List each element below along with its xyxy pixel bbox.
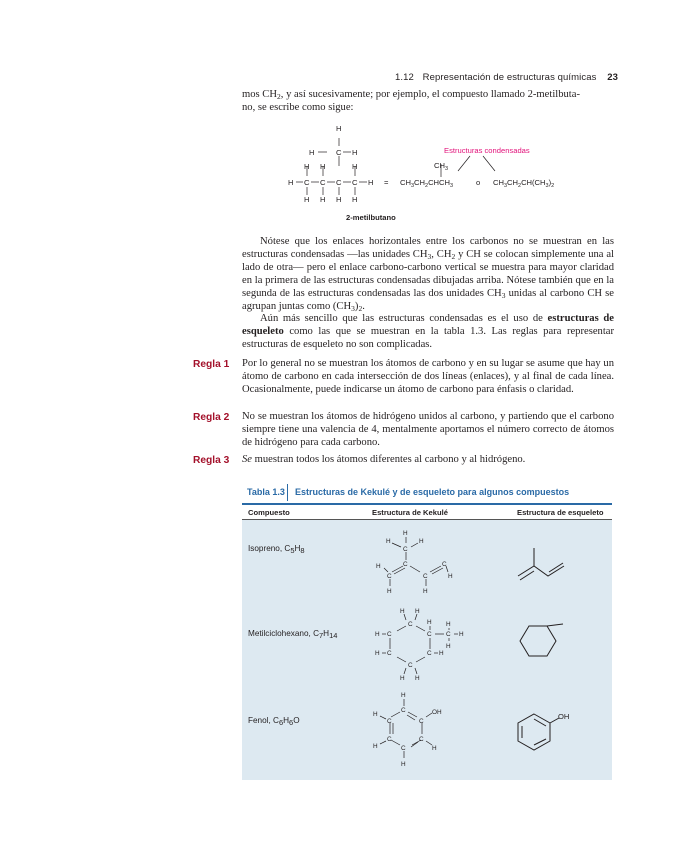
svg-text:C: C (427, 631, 432, 638)
svg-text:H: H (320, 162, 326, 171)
svg-text:C: C (387, 718, 392, 725)
svg-text:C: C (419, 736, 424, 743)
svg-text:C: C (427, 650, 432, 657)
svg-text:C: C (403, 546, 408, 553)
svg-text:H: H (375, 631, 380, 638)
table-title-separator (287, 484, 288, 501)
isoprene-skeleton (514, 546, 570, 582)
svg-text:C: C (387, 573, 392, 580)
svg-text:C: C (401, 745, 406, 752)
table-row-isoprene-name: Isopreno, $C_5H_8$ (248, 544, 305, 555)
table-header-skeleton: Estructura de esqueleto (517, 508, 604, 517)
table-title: Estructuras de Kekulé y de esqueleto para algunos compuestos (295, 487, 570, 497)
table-header-rule (242, 519, 612, 520)
condensed-callout: Estructuras condensadas (444, 146, 530, 155)
svg-text:H: H (432, 745, 437, 752)
svg-text:H: H (401, 761, 406, 768)
svg-text:H: H (415, 675, 420, 682)
svg-text:H: H (400, 608, 405, 615)
table-header-compound: Compuesto (248, 508, 290, 517)
rule-3-text: Se muestran todos los átomos diferentes al carbono y al hidrógeno. (242, 454, 526, 465)
svg-text:H: H (415, 608, 420, 615)
svg-text:H: H (448, 573, 453, 580)
svg-text:C: C (419, 718, 424, 725)
svg-text:H: H (401, 692, 406, 699)
table-top-rule (242, 503, 612, 505)
table-label: Tabla 1.3 (247, 487, 285, 497)
svg-text:H: H (386, 538, 391, 545)
table-row-methylcyclohexane-name: Metilciclohexano, $C_7H_{14}$ (248, 629, 338, 640)
svg-text:C: C (446, 631, 451, 638)
or-word: o (476, 178, 481, 187)
condensed-1-top: $CH_3$ (434, 161, 449, 172)
methylcyclohexane-kekule (370, 604, 470, 682)
running-header (395, 72, 618, 83)
svg-text:C: C (387, 650, 392, 657)
equals-sign: = (384, 178, 389, 187)
phenol-kekule (370, 690, 470, 770)
table-row-phenol-name: Fenol, $C_6H_6O$ (248, 716, 300, 727)
svg-text:H: H (446, 643, 451, 650)
svg-text:H: H (446, 621, 451, 628)
svg-text:H: H (387, 588, 392, 595)
section-title: Representación de estructuras químicas (422, 72, 597, 83)
svg-text:C: C (320, 178, 326, 187)
svg-text:H: H (352, 162, 358, 171)
svg-text:H: H (400, 675, 405, 682)
page-number: 23 (607, 72, 619, 83)
table-header-kekule: Estructura de Kekulé (372, 508, 448, 517)
svg-text:H: H (423, 588, 428, 595)
rule-1-text: Por lo general no se muestran los átomos de carbono y en su lugar se asume que hay un átomo de carbono en cada intersección de dos líneas (enlaces), y al final de cada línea. Ocasionalmente, puede indicarse un átomo de carbono para énfasis o claridad. (242, 358, 614, 395)
paragraph-2: Aún más sencillo que las estructuras condensadas es el uso de estructuras de esqueleto como las que se muestran en la tabla 1.3. Las reglas para representar estructuras de esqueleto no son complicadas. (242, 313, 614, 350)
svg-text:C: C (352, 178, 358, 187)
phenol-oh-label: OH (558, 712, 570, 721)
rule-2-text: No se muestran los átomos de hidrógeno unidos al carbono, y partiendo que el carbono siempre tiene una valencia de 4, mentalmente aportamos el número correcto de átomos de hidrógeno para cada carbono. (242, 411, 614, 448)
svg-text:C: C (304, 178, 310, 187)
svg-text:C: C (336, 178, 342, 187)
svg-text:C: C (336, 148, 342, 157)
rule-2-label: Regla 2 (193, 412, 230, 423)
condensed-1: $CH_3CH_2CHCH_3$ (400, 178, 454, 189)
svg-text:H: H (288, 178, 294, 187)
svg-text:H: H (309, 148, 315, 157)
svg-text:C: C (403, 561, 408, 568)
svg-text:H: H (427, 619, 432, 626)
svg-text:C: C (387, 736, 392, 743)
svg-text:C: C (408, 621, 413, 628)
condensed-2: $CH_3CH_2CH(CH_3)_2$ (493, 178, 555, 189)
phenol-skeleton (512, 708, 574, 752)
svg-text:H: H (304, 195, 310, 204)
svg-text:H: H (375, 650, 380, 657)
svg-text:H: H (320, 195, 326, 204)
paragraph-1: Nótese que los enlaces horizontales entre los carbonos no se muestran en las estructuras condensadas —las unidades $CH_3$, $CH_2$ y CH se colocan simplemente una al lado de otra— pero el enlace carbono-carbono vertical se muestra para mayor claridad en la primera de las estructuras condensadas dibujadas arriba. Nótese también que en la segunda de las estructuras condensadas las dos unidades $CH_3$ unidas al carbono CH se agrupan juntas como $(CH_3)_2$. (242, 236, 614, 313)
svg-text:H: H (336, 195, 342, 204)
svg-text:H: H (373, 711, 378, 718)
svg-text:C: C (423, 573, 428, 580)
section-number: 1.12 (395, 72, 414, 83)
svg-text:C: C (442, 561, 447, 568)
svg-text:H: H (373, 743, 378, 750)
svg-text:H: H (459, 631, 464, 638)
atom-h: H (336, 124, 342, 133)
svg-text:H: H (352, 195, 358, 204)
svg-text:OH: OH (432, 709, 442, 716)
svg-text:H: H (403, 530, 408, 537)
svg-text:H: H (376, 563, 381, 570)
methylbutane-figure (280, 118, 610, 230)
svg-text:H: H (439, 650, 444, 657)
intro-text: mos $CH_2$, y así sucesivamente; por ejemplo, el compuesto llamado 2-metilbuta- no, se escribe como sigue: (242, 89, 580, 113)
svg-text:C: C (401, 707, 406, 714)
svg-text:H: H (304, 162, 310, 171)
figure-caption: 2-metilbutano (346, 213, 396, 222)
isoprene-kekule (372, 526, 462, 598)
svg-text:H: H (419, 538, 424, 545)
methylcyclohexane-skeleton (512, 622, 568, 666)
svg-text:C: C (387, 631, 392, 638)
svg-text:C: C (408, 662, 413, 669)
svg-text:H: H (368, 178, 374, 187)
rule-3-label: Regla 3 (193, 455, 230, 466)
rule-1-label: Regla 1 (193, 359, 230, 370)
svg-text:H: H (352, 148, 358, 157)
